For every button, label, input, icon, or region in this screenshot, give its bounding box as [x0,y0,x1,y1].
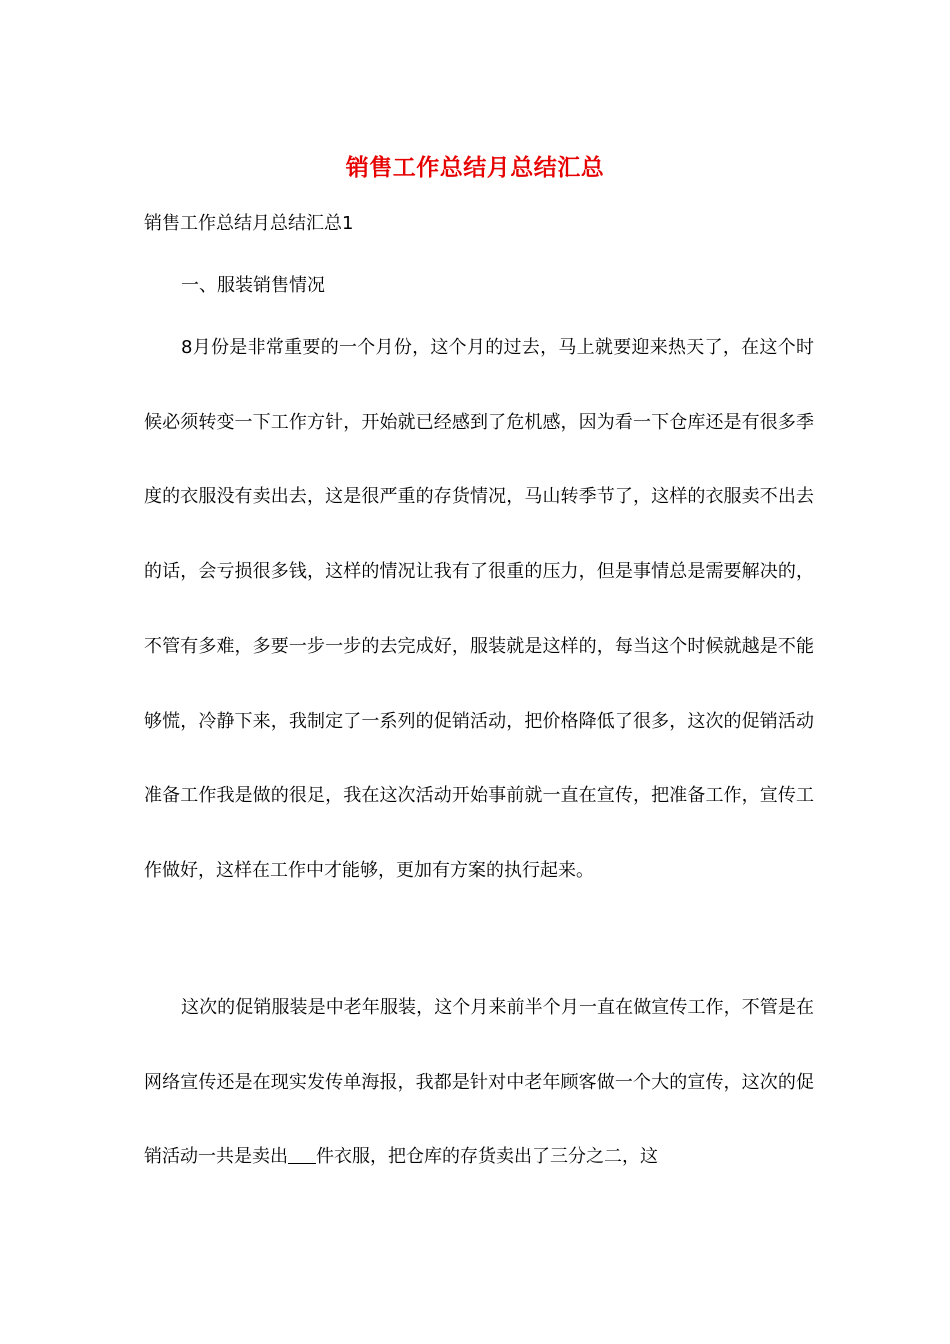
paragraph-2-text-before: 这次的促销服装是中老年服装，这个月来前半个月一直在做宣传工作，不管是在网络宣传还是在现实发传单海报，我都是针对中老年顾客做一个大的宣传，这次的促销活动一共是卖出 [144,997,814,1168]
section-heading: 一、服装销售情况 [181,275,325,296]
paragraph-2-text-after: 件衣服，把仓库的存货卖出了三分之二，这 [316,1146,658,1168]
fill-in-blank [288,1145,316,1164]
document-subtitle: 销售工作总结月总结汇总1 [144,213,354,234]
paragraph-1: 8月份是非常重要的一个月份，这个月的过去，马上就要迎来热天了，在这个时候必须转变一下工作方针，开始就已经感到了危机感，因为看一下仓库还是有很多季度的衣服没有卖出去，这是很严重的存货情况，马山转季节了，这样的衣服卖不出去的话，会亏损很多钱，这样的情况让我有了很重的压力，但是事情总是需要解决的，不管有多难，多要一步一步的去完成好，服装就是这样的，每当这个时候就越是不能够慌，冷静下来，我制定了一系列的促销活动，把价格降低了很多，这次的促销活动准备工作我是做的很足，我在这次活动开始事前就一直在宣传，把准备工作，宣传工作做好，这样在工作中才能够，更加有方案的执行起来。 [144,337,814,881]
document-title: 销售工作总结月总结汇总 [345,154,605,181]
paragraph-2 [144,971,814,1195]
